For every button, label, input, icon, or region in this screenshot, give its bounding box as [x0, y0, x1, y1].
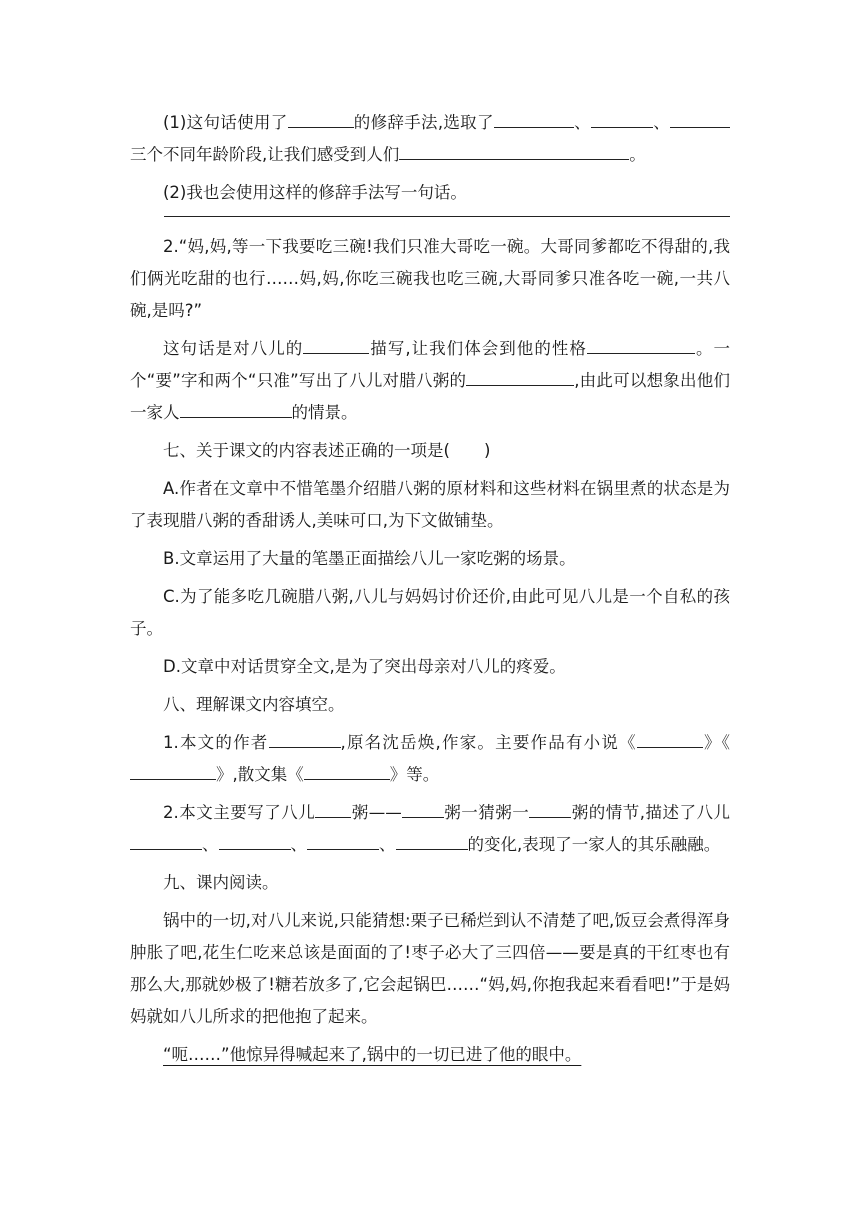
answer-blank[interactable]: [288, 109, 354, 128]
q7-option-c[interactable]: C.为了能多吃几碗腊八粥,八儿与妈妈讨价还价,由此可见八儿是一个自私的孩子。: [130, 587, 730, 638]
q9-underlined-sentence: “呃……”他惊异得喊起来了,锅中的一切已进了他的眼中。: [163, 1045, 582, 1064]
answer-blank[interactable]: [587, 335, 695, 354]
answer-blank[interactable]: [269, 729, 341, 748]
answer-blank[interactable]: [396, 831, 468, 850]
answer-blank[interactable]: [130, 831, 202, 850]
text-run: 、: [652, 113, 670, 132]
text-run: ,原名沈岳焕,作家。主要作品有小说《: [340, 733, 637, 752]
answer-blank[interactable]: [180, 399, 292, 418]
q6-item2-quote: 2.“妈,妈,等一下我要吃三碗!我们只准大哥吃一碗。大哥同爹都吃不得甜的,我们俩光吃甜的也行……妈,妈,你吃三碗我也吃三碗,大哥同爹只准各吃一碗,一共八碗,是吗?”: [130, 237, 730, 320]
q6-sub1: [130, 107, 730, 171]
answer-blank[interactable]: [307, 831, 379, 850]
text-run: 的情景。: [291, 403, 358, 422]
text-run: 、: [379, 835, 396, 854]
text-run: 。一个“要”字和两个“只准”写出了八儿对腊八粥的: [130, 339, 730, 390]
q7-option-b[interactable]: B.文章运用了大量的笔墨正面描绘八儿一家吃粥的场景。: [163, 549, 576, 568]
q8-item2: [130, 797, 730, 861]
text-run: 。: [629, 145, 646, 164]
text-run: 的修辞手法,选取了: [353, 113, 494, 132]
answer-blank[interactable]: [402, 799, 444, 818]
answer-blank[interactable]: [591, 109, 653, 128]
text-run: 、: [202, 835, 219, 854]
text-run: 粥一猜粥一: [443, 803, 530, 822]
q8-title: 八、理解课文内容填空。: [163, 695, 345, 714]
text-run: 、: [290, 835, 307, 854]
answer-blank[interactable]: [315, 799, 351, 818]
answer-blank[interactable]: [130, 761, 216, 780]
answer-blank[interactable]: [219, 831, 291, 850]
answer-line[interactable]: [164, 215, 730, 217]
q9-passage: 锅中的一切,对八儿来说,只能猜想:栗子已稀烂到认不清楚了吧,饭豆会煮得浑身肿胀了吧,花生仁吃来总该是面面的了!枣子必大了三四倍——要是真的干红枣也有那么大,那就妙极了!糖若放多了,它会起锅巴……“妈,妈,你抱我起来看看吧!”于是妈妈就如八儿所求的把他抱了起来。: [130, 911, 730, 1026]
answer-blank[interactable]: [399, 141, 629, 160]
worksheet-content: [130, 107, 730, 1077]
answer-blank[interactable]: [304, 761, 390, 780]
text-run: 粥——: [351, 803, 402, 822]
text-run: 、: [573, 113, 591, 132]
text-run: 粥的情节,描述了八儿: [571, 803, 730, 822]
q7-option-a[interactable]: A.作者在文章中不惜笔墨介绍腊八粥的原材料和这些材料在锅里煮的状态是为了表现腊八粥的香甜诱人,美味可口,为下文做铺垫。: [130, 479, 730, 530]
q7-title: [130, 435, 730, 467]
text-run: 1.本文的作者: [163, 733, 269, 752]
answer-blank[interactable]: [303, 335, 369, 354]
text-run: 这句话是对八儿的: [163, 339, 304, 358]
q8-item1: [130, 727, 730, 791]
answer-blank[interactable]: [529, 799, 571, 818]
text-run: 》《: [702, 733, 731, 752]
answer-blank[interactable]: [637, 729, 703, 748]
text-run: 描写,让我们体会到他的性格: [369, 339, 587, 358]
q9-title: 九、课内阅读。: [163, 873, 279, 892]
q7-option-d[interactable]: D.文章中对话贯穿全文,是为了突出母亲对八儿的疼爱。: [163, 657, 566, 676]
answer-blank[interactable]: [670, 109, 730, 128]
question-title: 七、关于课文的内容表述正确的一项是(: [163, 441, 450, 460]
q6-item2-questions: [130, 333, 730, 429]
text-run: 三个不同年龄阶段,让我们感受到人们: [130, 145, 400, 164]
text-run: ,由此可以想象出他们一家人: [130, 371, 730, 422]
answer-blank[interactable]: [466, 367, 574, 386]
text-run: 的变化,表现了一家人的其乐融融。: [467, 835, 721, 854]
text-run: 》,散文集《: [216, 765, 304, 784]
text-run: 2.本文主要写了八儿: [163, 803, 316, 822]
q6-sub2: (2)我也会使用这样的修辞手法写一句话。: [163, 183, 467, 202]
answer-blank[interactable]: [494, 109, 574, 128]
text-run: 》等。: [389, 765, 440, 784]
text-run: (1)这句话使用了: [163, 113, 288, 132]
text-run: ): [483, 441, 491, 460]
